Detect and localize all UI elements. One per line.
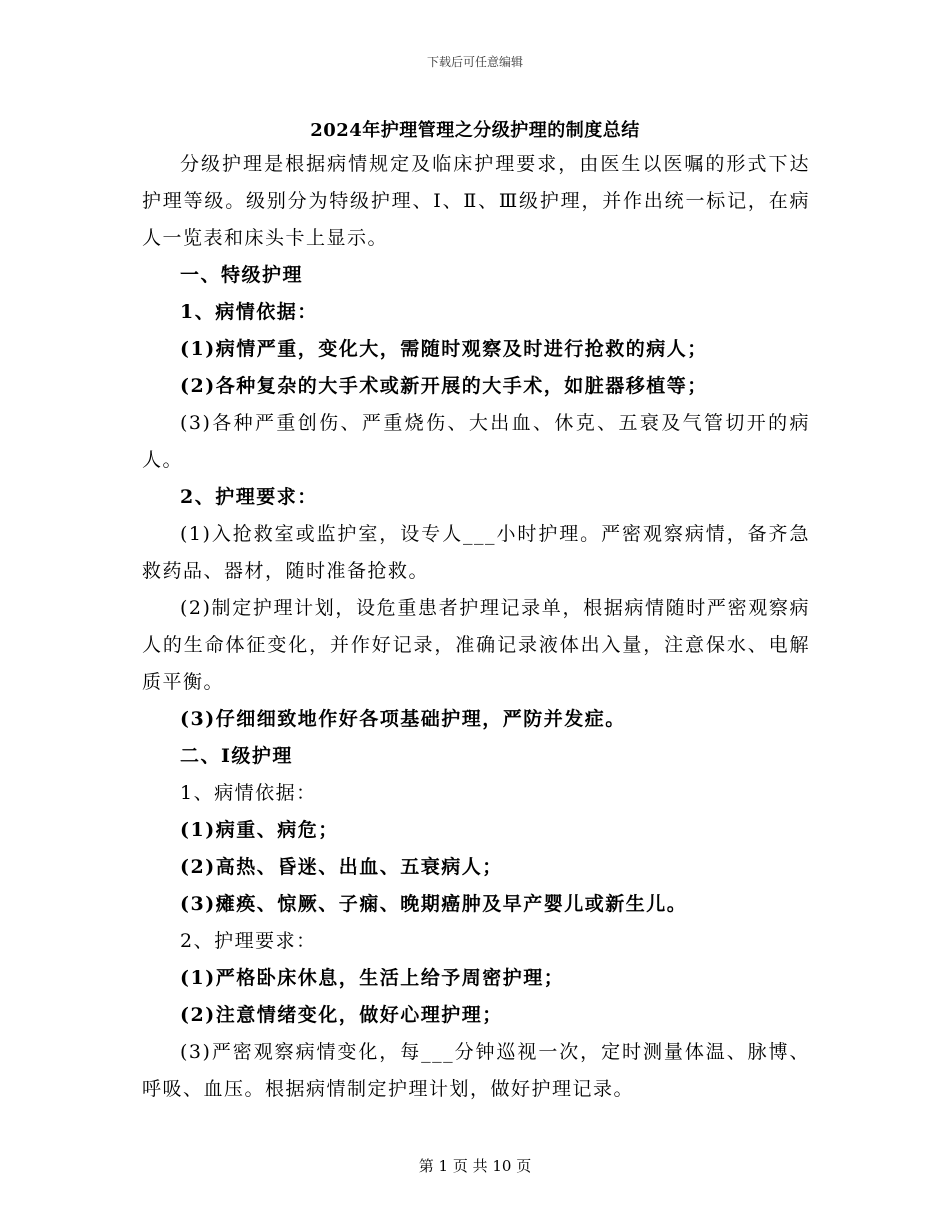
list-item: (1)病重、病危； (180, 819, 339, 841)
list-item: (3)仔细细致地作好各项基础护理，严防并发症。 (180, 708, 626, 730)
section-heading: 二、Ⅰ级护理 (180, 745, 293, 767)
list-item: (1)病情严重，变化大，需随时观察及时进行抢救的病人； (180, 338, 708, 360)
list-item: (2)各种复杂的大手术或新开展的大手术，如脏器移植等； (180, 375, 708, 397)
sub-heading: 1、病情依据： (180, 301, 318, 323)
list-item: (1)入抢救室或监护室，设专人___小时护理。严密观察病情，备齐急救药品、器材，随时准备抢救。 (142, 523, 810, 582)
list-item: (2)高热、昏迷、出血、五衰病人； (180, 856, 503, 878)
paragraph: 分级护理是根据病情规定及临床护理要求，由医生以医嘱的形式下达护理等级。级别分为特级护理、Ⅰ、Ⅱ、Ⅲ级护理，并作出统一标记，在病人一览表和床头卡上显示。 (142, 153, 810, 249)
list-item: (3)严密观察病情变化，每___分钟巡视一次，定时测量体温、脉博、呼吸、血压。根据病情制定护理计划，做好护理记录。 (142, 1041, 810, 1100)
document-body (142, 146, 810, 1108)
document-title: 2024年护理管理之分级护理的制度总结 (310, 120, 640, 141)
list-item: (2)注意情绪变化，做好心理护理； (180, 1004, 503, 1026)
list-item: (2)制定护理计划，设危重患者护理记录单，根据病情随时严密观察病人的生命体征变化，并作好记录，准确记录液体出入量，注意保水、电解质平衡。 (142, 597, 810, 693)
sub-heading: 2、护理要求： (180, 930, 317, 952)
list-item: (3)瘫痪、惊厥、子痫、晚期癌肿及早产婴儿或新生儿。 (180, 893, 688, 915)
list-item: (1)严格卧床休息，生活上给予周密护理； (180, 967, 565, 989)
list-item: (3)各种严重创伤、严重烧伤、大出血、休克、五衰及气管切开的病人。 (142, 412, 810, 471)
page-footer-number: 第 1 页 共 10 页 (418, 1157, 532, 1175)
section-heading: 一、特级护理 (180, 264, 304, 286)
sub-heading: 1、病情依据： (180, 782, 317, 804)
sub-heading: 2、护理要求： (180, 486, 318, 508)
page-header-note: 下载后可任意编辑 (426, 55, 523, 69)
